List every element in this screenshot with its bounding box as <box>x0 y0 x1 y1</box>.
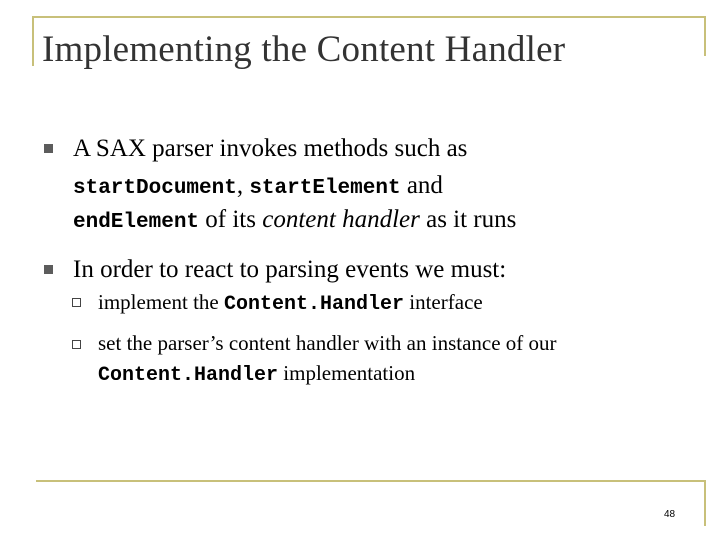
sub1-pre-text: implement the <box>98 290 219 314</box>
of-its-text: of its <box>205 206 256 233</box>
sub-bullet2-line1: set the parser’s content handler with an instance of our <box>98 331 557 355</box>
bottom-right-vertical-line <box>704 480 706 526</box>
content-handler-italic: content handler <box>262 206 420 233</box>
code-end-element: endElement <box>73 211 200 234</box>
sub1-code-content-handler: Content.Handler <box>223 293 405 316</box>
slide-title: Implementing the Content Handler <box>42 29 566 70</box>
sub2-post-text: implementation <box>283 361 416 385</box>
and-text: and <box>406 172 443 199</box>
sub-bullet-hollow-square-icon <box>72 340 81 349</box>
sub-bullet-hollow-square-icon <box>72 298 81 307</box>
sub-bullet2-line2 <box>98 360 415 389</box>
as-it-runs-text: as it runs <box>426 206 517 233</box>
frame-left-line <box>32 16 34 66</box>
bullet1-line3 <box>73 205 516 238</box>
sub-bullet1-line <box>98 289 483 318</box>
page-number: 48 <box>664 509 676 520</box>
bullet1-line1: A SAX parser invokes methods such as <box>73 135 468 162</box>
bullet-square-icon <box>44 144 53 153</box>
comma-text: , <box>236 172 244 199</box>
code-start-document: startDocument <box>73 177 237 200</box>
bullet1-line2 <box>73 171 443 204</box>
bullet2-text: In order to react to parsing events we must: <box>73 256 507 283</box>
sub2-code-content-handler: Content.Handler <box>98 364 279 387</box>
frame-right-line <box>704 16 706 56</box>
sub1-post-text: interface <box>409 290 483 314</box>
bullet-square-icon <box>44 265 53 274</box>
bottom-rule-line <box>36 480 706 482</box>
frame-top-line <box>32 16 706 18</box>
code-start-element: startElement <box>249 177 401 200</box>
